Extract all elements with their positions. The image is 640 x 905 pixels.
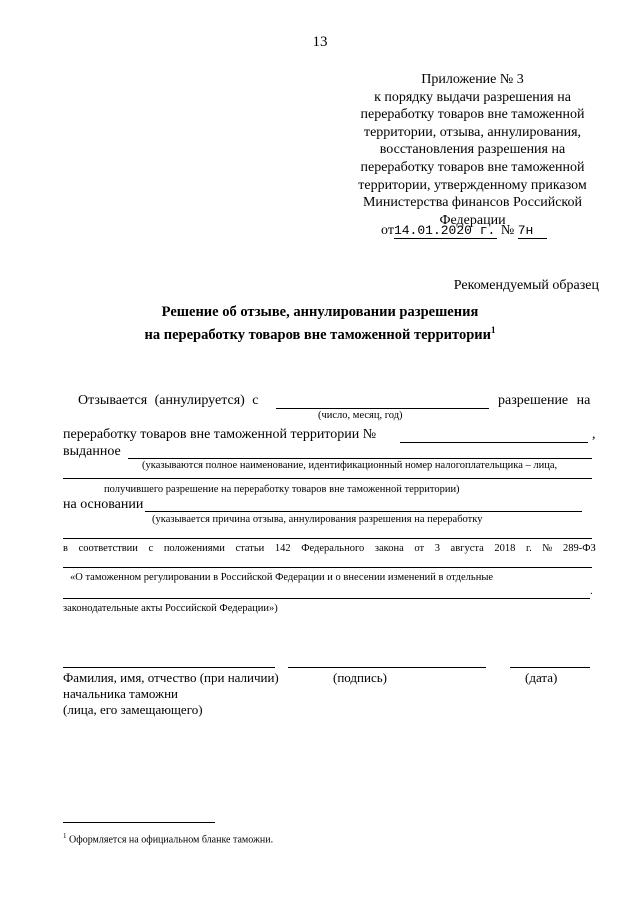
basis-field[interactable] <box>145 511 582 512</box>
issued-hint: (указываются полное наименование, идентификационный номер налогоплательщика – лица, <box>142 460 558 471</box>
basis-hint: (указывается причина отзыва, аннулирования разрешения на переработку <box>152 514 483 525</box>
law-word: 2018 <box>494 543 516 554</box>
appendix-line: восстановления разрешения на <box>379 142 566 158</box>
appendix-line: территории, отзыва, аннулирования, <box>363 124 582 140</box>
appendix-block <box>330 71 615 229</box>
name-field[interactable] <box>63 667 275 668</box>
footnote <box>63 832 273 845</box>
name-label-line3: (лица, его замещающего) <box>63 702 203 717</box>
law-word: от <box>414 543 425 554</box>
law-field-line2[interactable] <box>63 598 590 599</box>
law-word: с <box>148 543 154 554</box>
order-date: 14.01.2020 г. <box>393 223 496 238</box>
law-word: в <box>63 543 68 554</box>
signature-field[interactable] <box>288 667 486 668</box>
order-number-label: № <box>500 223 515 238</box>
law-word: августа <box>450 543 484 554</box>
permit-number-field[interactable] <box>400 442 588 443</box>
appendix-line: Приложение № 3 <box>421 72 524 87</box>
page-number: 13 <box>312 34 328 50</box>
document-title-text: на переработку товаров вне таможенной территории <box>144 326 491 343</box>
basis-label: на основании <box>63 497 144 512</box>
processing-comma: , <box>592 427 596 442</box>
basis-field-line2[interactable] <box>63 538 592 539</box>
issued-hint2: получившего разрешение на переработку товаров вне таможенной территории) <box>104 484 460 495</box>
appendix-line: территории, утвержденному приказом <box>358 177 587 193</box>
document-title-line2 <box>0 325 640 344</box>
revoked-prefix: Отзывается (аннулируется) с <box>78 393 259 408</box>
footnote-text: Оформляется на официальном бланке таможни. <box>69 834 274 846</box>
law-end-dot: . <box>590 586 593 597</box>
order-reference <box>381 223 547 239</box>
appendix-line: Федерации <box>439 212 506 228</box>
date-field[interactable] <box>510 667 590 668</box>
order-number: 7н <box>518 223 548 239</box>
law-word: 3 <box>434 543 440 554</box>
law-word: г. <box>525 543 532 554</box>
signature-label: (подпись) <box>333 670 387 685</box>
revocation-date-field[interactable] <box>276 408 489 409</box>
date-label: (дата) <box>525 670 558 685</box>
footnote-divider <box>63 822 215 823</box>
issued-label: выданное <box>63 444 121 459</box>
appendix-line: переработку товаров вне таможенной <box>360 107 585 123</box>
order-prefix: от <box>381 223 394 238</box>
issued-to-field[interactable] <box>128 458 592 459</box>
appendix-line: Министерства финансов Российской <box>362 195 583 211</box>
law-word: статьи <box>235 543 265 554</box>
issued-to-field-line2[interactable] <box>63 478 592 479</box>
appendix-line: переработку товаров вне таможенной <box>360 159 585 175</box>
law-word: положениями <box>163 543 225 554</box>
appendix-line: к порядку выдачи разрешения на <box>374 89 571 105</box>
name-label-line1: Фамилия, имя, отчество (при наличии) <box>63 670 279 685</box>
law-reference-line2: «О таможенном регулировании в Российской Федерации и о внесении изменений в отдельные <box>70 572 494 583</box>
footnote-mark: 1 <box>63 832 67 840</box>
law-word: 289-ФЗ <box>562 543 596 554</box>
law-word: 142 <box>274 543 291 554</box>
law-word: Федерального <box>301 543 365 554</box>
document-title-line1: Решение об отзыве, аннулировании разрешения <box>161 304 479 320</box>
law-reference-line3: законодательные акты Российской Федерации») <box>63 603 278 614</box>
law-reference-line1 <box>63 543 596 554</box>
law-word: № <box>542 543 553 554</box>
recommended-sample-label: Рекомендуемый образец <box>453 278 599 293</box>
date-hint: (число, месяц, год) <box>318 410 403 421</box>
law-word: соответствии <box>78 543 138 554</box>
law-word: закона <box>374 543 404 554</box>
revoked-suffix: разрешение на <box>498 393 591 408</box>
processing-prefix: переработку товаров вне таможенной территории № <box>63 427 377 442</box>
title-footnote-mark: 1 <box>490 325 496 335</box>
name-label-line2: начальника таможни <box>63 686 179 701</box>
law-field-line[interactable] <box>63 567 592 568</box>
